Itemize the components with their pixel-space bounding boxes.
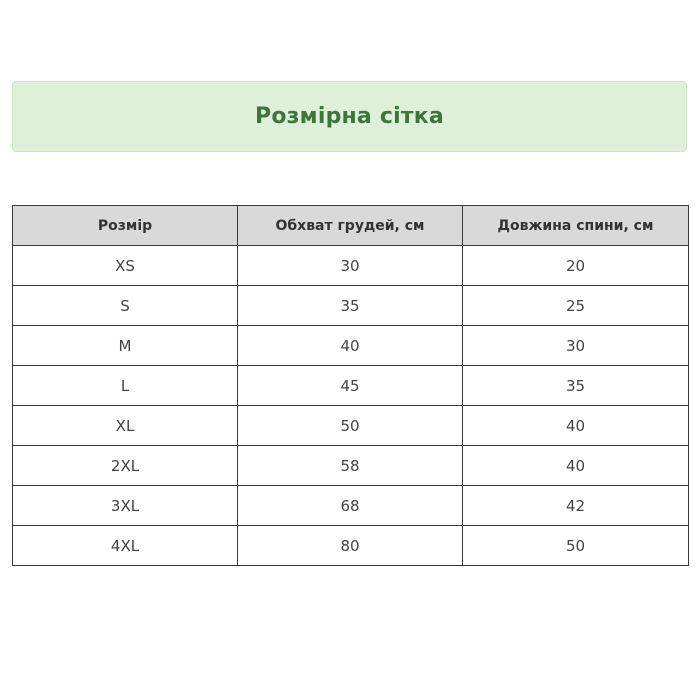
table-row xyxy=(13,366,689,406)
cell-chest-girth: 58 xyxy=(238,446,463,486)
cell-chest-girth: 80 xyxy=(238,526,463,566)
title-banner xyxy=(12,81,687,152)
table-body xyxy=(13,246,689,566)
cell-chest-girth: 30 xyxy=(238,246,463,286)
cell-back-length: 42 xyxy=(463,486,689,526)
cell-chest-girth: 50 xyxy=(238,406,463,446)
cell-back-length: 40 xyxy=(463,406,689,446)
cell-back-length: 20 xyxy=(463,246,689,286)
table-row xyxy=(13,526,689,566)
cell-chest-girth: 68 xyxy=(238,486,463,526)
cell-size: L xyxy=(13,366,238,406)
cell-size: M xyxy=(13,326,238,366)
cell-chest-girth: 45 xyxy=(238,366,463,406)
cell-size: 2XL xyxy=(13,446,238,486)
table-header xyxy=(13,206,689,246)
table-row xyxy=(13,486,689,526)
cell-back-length: 50 xyxy=(463,526,689,566)
cell-back-length: 25 xyxy=(463,286,689,326)
cell-back-length: 30 xyxy=(463,326,689,366)
cell-back-length: 35 xyxy=(463,366,689,406)
table-row xyxy=(13,326,689,366)
cell-back-length: 40 xyxy=(463,446,689,486)
cell-size: S xyxy=(13,286,238,326)
cell-size: 4XL xyxy=(13,526,238,566)
cell-chest-girth: 35 xyxy=(238,286,463,326)
table-row xyxy=(13,286,689,326)
cell-size: XL xyxy=(13,406,238,446)
header-chest-girth: Обхват грудей, см xyxy=(238,206,463,246)
table-row xyxy=(13,406,689,446)
header-size: Розмір xyxy=(13,206,238,246)
size-chart-table xyxy=(12,205,689,566)
table-row xyxy=(13,246,689,286)
cell-size: XS xyxy=(13,246,238,286)
cell-size: 3XL xyxy=(13,486,238,526)
header-back-length: Довжина спини, см xyxy=(463,206,689,246)
page-title: Розмірна сітка xyxy=(255,104,444,129)
table-row xyxy=(13,446,689,486)
table-header-row xyxy=(13,206,689,246)
cell-chest-girth: 40 xyxy=(238,326,463,366)
